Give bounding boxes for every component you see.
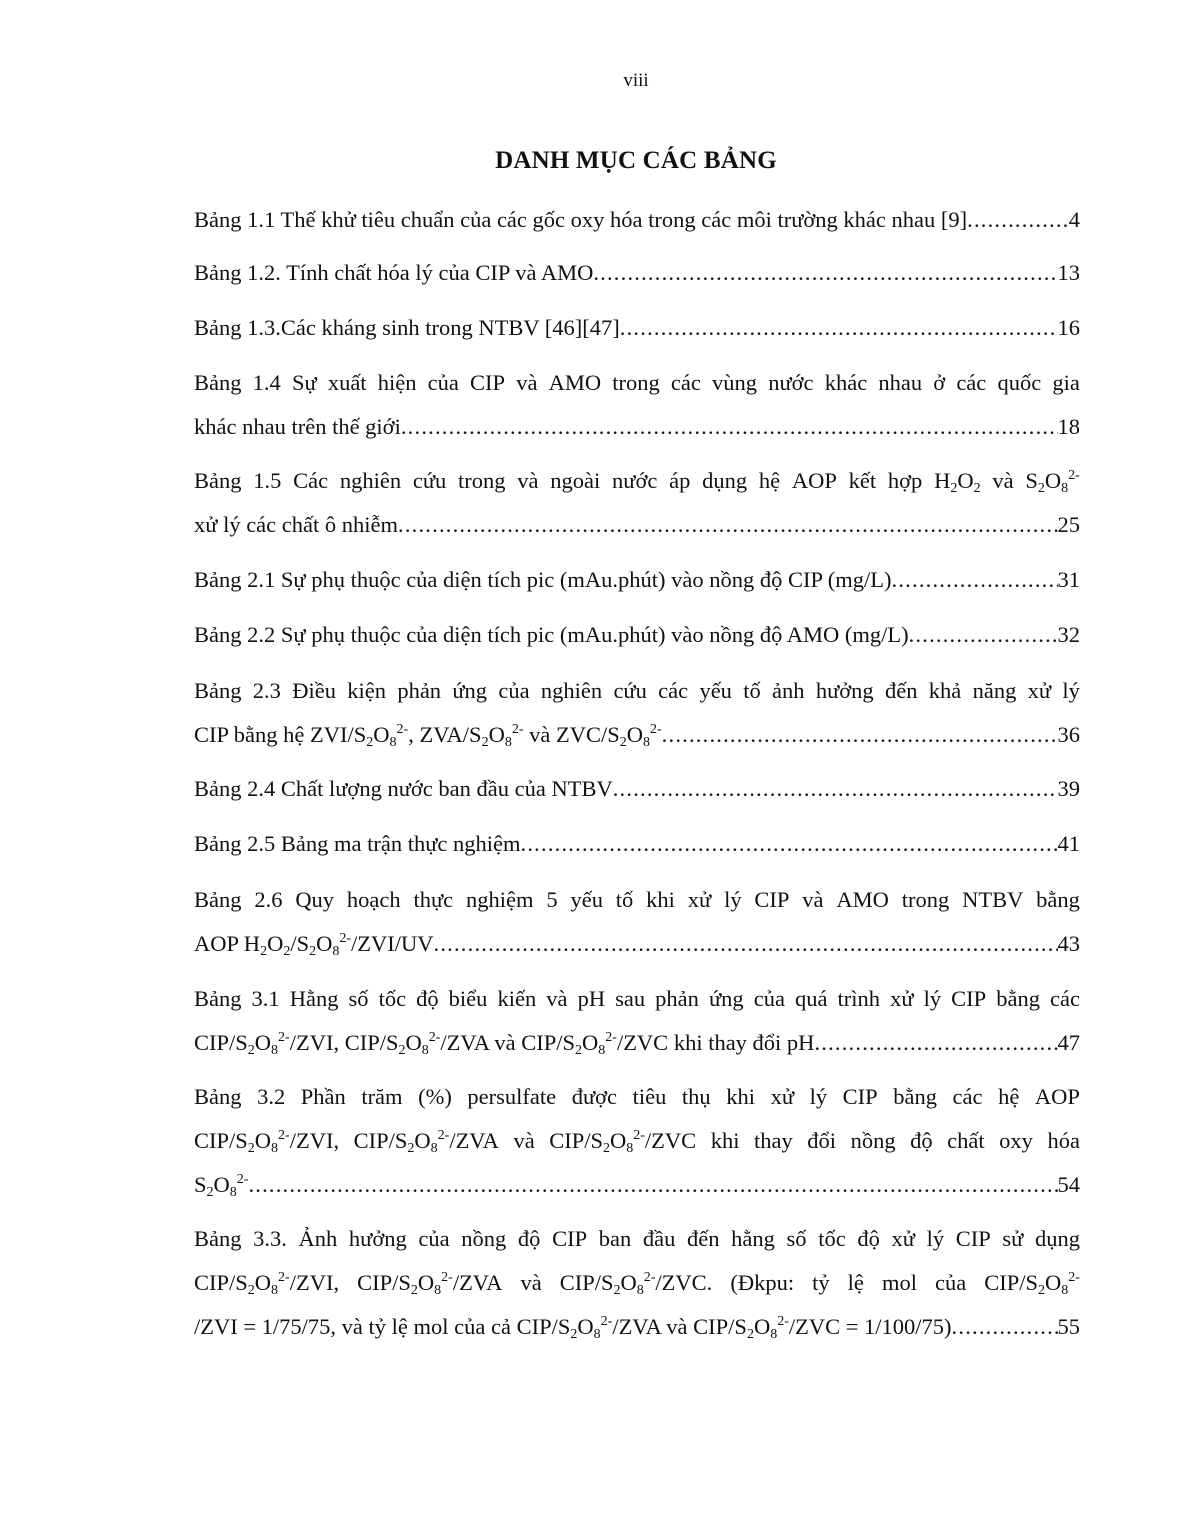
toc-entry-line — [194, 720, 1080, 750]
toc-entry-line — [194, 1312, 1080, 1342]
toc-entry-text: Bảng 3.2 Phần trăm (%) persulfate được tiêu thụ khi xử lý CIP bằng các hệ AOP — [194, 1084, 1080, 1109]
toc-entry-line — [194, 258, 1080, 288]
toc-page-number: 41 — [1057, 831, 1080, 856]
toc-page-number: 25 — [1057, 512, 1080, 537]
toc-entry-text: Bảng 1.2. Tính chất hóa lý của CIP và AMO — [194, 260, 594, 285]
dot-leader — [892, 565, 1058, 595]
toc-entry-line — [194, 929, 1080, 959]
toc-page-number: 54 — [1057, 1172, 1080, 1197]
toc-page-number: 4 — [1068, 207, 1080, 232]
toc-entry-text: Bảng 1.3.Các kháng sinh trong NTBV [46][47] — [194, 315, 620, 340]
dot-leader — [434, 929, 1058, 959]
toc-entry-line — [194, 565, 1080, 595]
toc-entry-line — [194, 313, 1080, 343]
dot-leader — [248, 1170, 1057, 1200]
toc-page-number: 32 — [1057, 622, 1080, 647]
toc-entry-text: Bảng 3.1 Hằng số tốc độ biểu kiến và pH sau phản ứng của quá trình xử lý CIP bằng các — [194, 986, 1080, 1011]
page-title: DANH MỤC CÁC BẢNG — [495, 147, 777, 174]
page-number: viii — [623, 70, 649, 91]
toc-entry-text: Bảng 1.5 Các nghiên cứu trong và ngoài nước áp dụng hệ AOP kết hợp $H_2O_2$ và $S_2O_8^{2-}$ — [194, 468, 1080, 496]
dot-leader — [814, 1028, 1057, 1058]
toc-entry-text: CIP/$S_2O_8^{2-}$/ZVI, CIP/$S_2O_8^{2-}$/ZVA và CIP/$S_2O_8^{2-}$/ZVC khi thay đổi nồng độ chất oxy hóa — [194, 1128, 1080, 1156]
toc-page-number: 55 — [1057, 1314, 1080, 1339]
toc-entry-text: /ZVI = 1/75/75, và tỷ lệ mol của cả CIP/$S_2O_8^{2-}$/ZVA và CIP/$S_2O_8^{2-}$/ZVC = 1/100/75) — [194, 1314, 952, 1342]
toc-page-number: 16 — [1057, 315, 1080, 340]
toc-entry-text: Bảng 1.4 Sự xuất hiện của CIP và AMO trong các vùng nước khác nhau ở các quốc gia — [194, 370, 1080, 395]
toc-page-number: 18 — [1057, 414, 1080, 439]
dot-leader — [967, 205, 1069, 235]
toc-entry-text: $S_2O_8^{2-}$ — [194, 1172, 249, 1200]
dot-leader — [620, 313, 1058, 343]
dot-leader — [952, 1312, 1058, 1342]
toc-entry-line — [194, 205, 1080, 235]
toc-entry-text: AOP $H_2O_2/S_2O_8^{2-}/ZVI/UV$ — [194, 931, 434, 959]
toc-page-number: 47 — [1057, 1030, 1080, 1055]
dot-leader — [662, 720, 1058, 750]
toc-page-number: 13 — [1057, 260, 1080, 285]
toc-entry-line — [194, 620, 1080, 650]
toc-entry-text: Bảng 2.5 Bảng ma trận thực nghiệm — [194, 831, 521, 856]
dot-leader — [593, 258, 1057, 288]
toc-entry-text: Bảng 1.1 Thế khử tiêu chuẩn của các gốc oxy hóa trong các môi trường khác nhau [9] — [194, 207, 968, 232]
toc-entry-line — [194, 1028, 1080, 1058]
dot-leader — [401, 412, 1058, 442]
toc-page-number: 43 — [1057, 931, 1080, 956]
toc-entry-line — [194, 774, 1080, 804]
toc-entry-text: khác nhau trên thế giới — [194, 414, 401, 439]
toc-entry-line — [194, 510, 1080, 540]
toc-entry-text: Bảng 2.6 Quy hoạch thực nghiệm 5 yếu tố khi xử lý CIP và AMO trong NTBV bằng — [194, 887, 1080, 912]
toc-entry-text: xử lý các chất ô nhiễm — [194, 512, 398, 537]
toc-entry-text: Bảng 2.3 Điều kiện phản ứng của nghiên cứu các yếu tố ảnh hưởng đến khả năng xử lý — [194, 678, 1080, 703]
toc-page-number: 31 — [1057, 567, 1080, 592]
toc-entry-text: CIP bằng hệ ZVI/$S_2O_8^{2-}$, ZVA/$S_2O_8^{2-}$ và ZVC/$S_2O_8^{2-}$ — [194, 722, 662, 750]
toc-entry-text: Bảng 2.1 Sự phụ thuộc của diện tích pic (mAu.phút) vào nồng độ CIP (mg/L) — [194, 567, 892, 592]
dot-leader — [613, 774, 1058, 804]
toc-page-number: 39 — [1057, 776, 1080, 801]
dot-leader — [909, 620, 1058, 650]
toc-entry-line — [194, 412, 1080, 442]
toc-entry-text: Bảng 3.3. Ảnh hưởng của nồng độ CIP ban đầu đến hằng số tốc độ xử lý CIP sử dụng — [194, 1226, 1080, 1251]
toc-entry-text: Bảng 2.2 Sự phụ thuộc của diện tích pic (mAu.phút) vào nồng độ AMO (mg/L) — [194, 622, 909, 647]
toc-page-number: 36 — [1057, 722, 1080, 747]
toc-entry-text: Bảng 2.4 Chất lượng nước ban đầu của NTBV — [194, 776, 613, 801]
toc-entry-text: CIP/$S_2O_8^{2-}$/ZVI, CIP/$S_2O_8^{2-}$/ZVA và CIP/$S_2O_8^{2-}$/ZVC. (Đkpu: tỷ lệ mol của CIP/$S_2O_8^{2-}$ — [194, 1270, 1080, 1298]
dot-leader — [521, 829, 1058, 859]
toc-entry-text: CIP/$S_2O_8^{2-}$/ZVI, CIP/$S_2O_8^{2-}$/ZVA và CIP/$S_2O_8^{2-}$/ZVC khi thay đổi pH — [194, 1030, 815, 1058]
dot-leader — [398, 510, 1058, 540]
toc-entry-line — [194, 1170, 1080, 1200]
toc-entry-line — [194, 829, 1080, 859]
